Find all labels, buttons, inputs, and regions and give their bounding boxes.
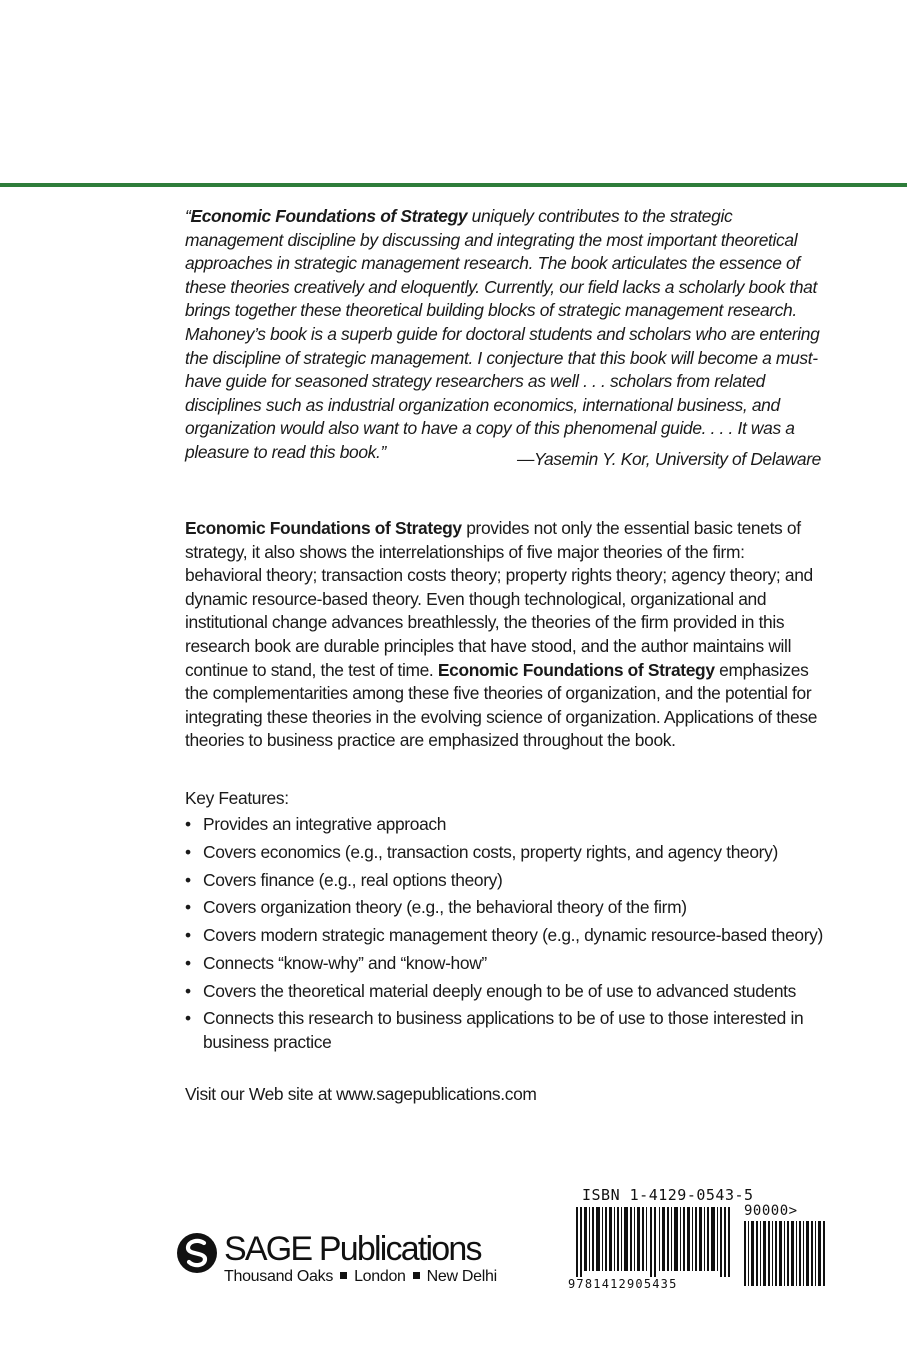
green-divider-rule <box>0 183 907 187</box>
feature-item: • Covers organization theory (e.g., the behavioral theory of the firm) <box>185 896 825 920</box>
quote-attribution: —Yasemin Y. Kor, University of Delaware <box>516 449 821 469</box>
description-title-1: Economic Foundations of Strategy <box>185 518 462 538</box>
city-london: London <box>354 1268 406 1285</box>
ean-barcode-icon <box>576 1207 730 1277</box>
feature-item: • Provides an integrative approach <box>185 813 825 837</box>
key-features-heading: Key Features: <box>185 788 289 808</box>
key-features-list <box>185 813 825 1059</box>
book-description <box>185 517 825 753</box>
review-quote <box>185 205 825 465</box>
square-separator-icon <box>413 1272 420 1279</box>
feature-item: • Covers finance (e.g., real options theory) <box>185 869 825 893</box>
barcode-addon-label: 90000> <box>744 1203 798 1219</box>
description-text-2: emphasizes the complementarities among these five theories of organization, and the potential for integrating these theories in the evolving science of organization. Applications of these theories to business practice are emphasized throughout the book. <box>185 659 818 751</box>
ean-digits: 9781412905435 <box>568 1277 678 1291</box>
addon-barcode-icon <box>744 1221 826 1286</box>
website-line: Visit our Web site at www.sagepublications.com <box>185 1084 537 1104</box>
feature-item: • Connects this research to business applications to be of use to those interested in business practice <box>185 1007 825 1054</box>
description-title-2: Economic Foundations of Strategy <box>437 659 715 680</box>
publisher-cities <box>224 1268 497 1286</box>
sage-logo-icon <box>176 1232 218 1274</box>
city-thousand-oaks: Thousand Oaks <box>224 1268 334 1285</box>
feature-item: • Connects “know-why” and “know-how” <box>185 952 825 976</box>
city-new-delhi: New Delhi <box>426 1268 497 1285</box>
isbn-label: ISBN 1-4129-0543-5 <box>582 1186 754 1204</box>
square-separator-icon <box>340 1272 347 1279</box>
quote-open-mark: “ <box>185 206 191 226</box>
publisher-logo <box>176 1230 536 1290</box>
feature-item: • Covers the theoretical material deeply enough to be of use to advanced students <box>185 980 825 1004</box>
quote-book-title: Economic Foundations of Strategy <box>190 206 468 226</box>
feature-item: • Covers modern strategic management theory (e.g., dynamic resource-based theory) <box>185 924 825 948</box>
description-text-1: provides not only the essential basic tenets of strategy, it also shows the interrelationships of five major theories of the firm: behavioral theory; transaction costs theory; property rights theory; agency theory; and dynamic resource-based theory. Even though technological, organizational and institutional change advances breathlessly, the theories of the firm provided in this research book are durable principles that have stood, and the author maintains will continue to stand, the test of time. <box>185 518 813 680</box>
feature-item: • Covers economics (e.g., transaction costs, property rights, and agency theory) <box>185 841 825 865</box>
quote-body: uniquely contributes to the strategic management discipline by discussing and integrating the most important theoretical approaches in strategic management research. The book articulates the essence of these theories creatively and eloquently. Currently, our field lacks a scholarly book that brings together these theoretical building blocks of strategic management research. Mahoney’s book is a superb guide for doctoral students and scholars who are entering the discipline of strategic management. I conjecture that this book will become a must-have guide for seasoned strategy researchers as well . . . scholars from related disciplines such as industrial organization economics, international business, and organization would also want to have a copy of this phenomenal guide. . . . It was a pleasure to read this book.” <box>185 206 820 462</box>
publisher-name: SAGE Publications <box>224 1230 481 1268</box>
